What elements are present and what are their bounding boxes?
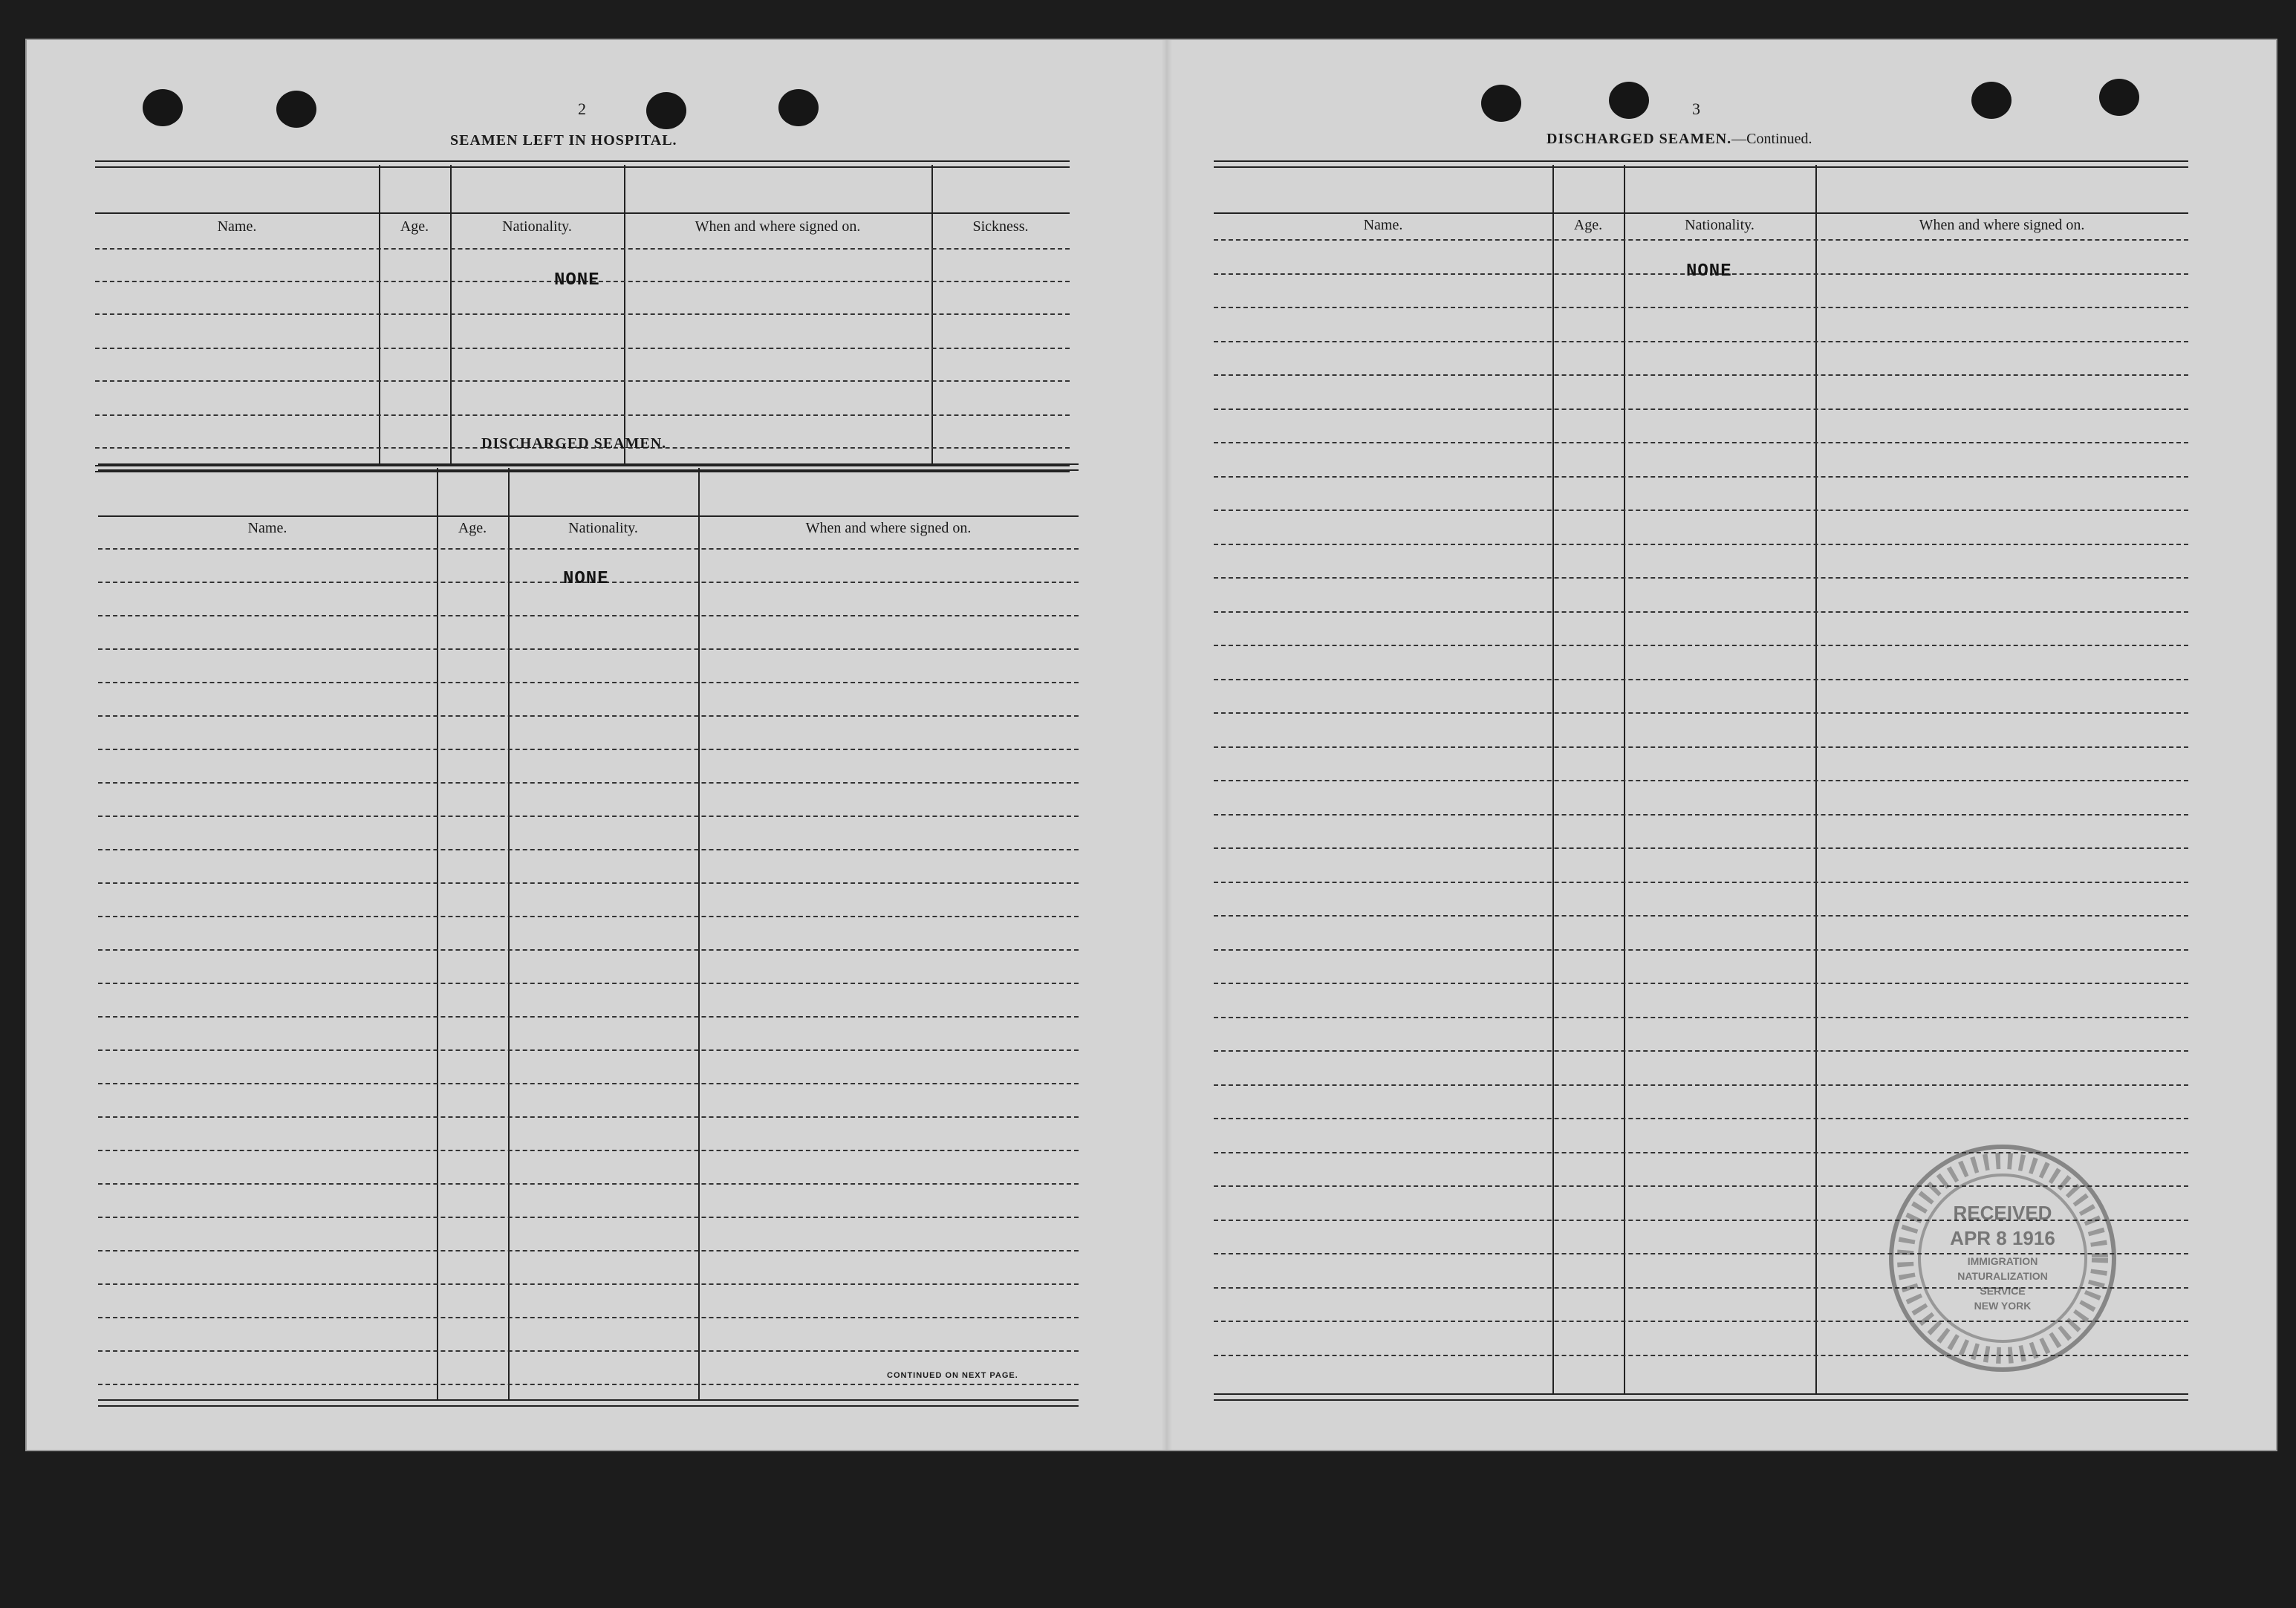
punch-hole xyxy=(1609,82,1649,119)
column-header-age: Age. xyxy=(1573,217,1603,233)
column-divider xyxy=(698,468,700,1399)
table-row xyxy=(98,1183,1079,1185)
table-row xyxy=(1214,645,2188,646)
table-row xyxy=(1214,476,2188,478)
table-row xyxy=(1214,679,2188,680)
column-header-name: Name. xyxy=(1363,217,1403,233)
column-header-age: Age. xyxy=(458,520,487,536)
received-stamp xyxy=(1884,1139,2121,1377)
nationality-entry: NONE xyxy=(563,569,609,589)
table-row xyxy=(1214,949,2188,951)
table-row xyxy=(98,882,1079,884)
table-row xyxy=(98,983,1079,984)
punch-hole xyxy=(276,91,316,128)
table-row xyxy=(95,348,1070,349)
table-row xyxy=(1214,847,2188,849)
table-row xyxy=(1214,1084,2188,1086)
table-row xyxy=(1214,544,2188,545)
table-row xyxy=(95,414,1070,416)
table-row xyxy=(1214,577,2188,579)
table-header-rule xyxy=(1214,212,2188,214)
table-row xyxy=(98,682,1079,683)
table-bottom-rule xyxy=(1214,1393,2188,1401)
table-row xyxy=(98,1049,1079,1051)
table-row xyxy=(1214,712,2188,714)
column-header-signed-on: When and where signed on. xyxy=(805,520,972,536)
table-row xyxy=(98,1217,1079,1218)
table-header-rule xyxy=(98,515,1079,517)
table-header-rule xyxy=(95,212,1070,214)
stamp-line: NEW YORK xyxy=(1974,1300,2032,1312)
page-number-left: 2 xyxy=(578,100,587,118)
column-divider xyxy=(1815,165,1817,1393)
table-row xyxy=(98,816,1079,817)
column-header-nationality: Nationality. xyxy=(1685,217,1754,233)
discharged-continued-title xyxy=(1547,131,1812,148)
table-row xyxy=(1214,746,2188,748)
stamp-line: NATURALIZATION xyxy=(1957,1270,2048,1282)
table-row xyxy=(1214,1118,2188,1119)
table-row xyxy=(1214,341,2188,342)
table-row xyxy=(98,916,1079,917)
table-row xyxy=(1214,983,2188,984)
table-row xyxy=(1214,1017,2188,1018)
table-bottom-rule xyxy=(98,1399,1079,1407)
column-divider xyxy=(437,468,438,1399)
table-row xyxy=(98,615,1079,616)
table-row xyxy=(98,949,1079,951)
table-row xyxy=(1214,408,2188,410)
table-row xyxy=(98,1384,1079,1385)
punch-hole xyxy=(646,92,686,129)
table-row xyxy=(1214,374,2188,376)
table-row xyxy=(98,648,1079,650)
table-row xyxy=(1214,510,2188,511)
column-divider xyxy=(1624,165,1625,1393)
table-row xyxy=(98,749,1079,750)
column-divider xyxy=(1552,165,1554,1393)
hospital-section-title: SEAMEN LEFT IN HOSPITAL. xyxy=(450,132,677,149)
stamp-line: SERVICE xyxy=(1980,1285,2026,1297)
column-divider xyxy=(508,468,510,1399)
punch-hole xyxy=(2099,79,2139,116)
nationality-entry: NONE xyxy=(1686,261,1732,281)
table-top-rule xyxy=(98,463,1079,471)
table-row xyxy=(98,1350,1079,1352)
punch-hole xyxy=(1481,85,1521,122)
table-row xyxy=(1214,814,2188,816)
table-row xyxy=(1214,239,2188,241)
column-header-nationality: Nationality. xyxy=(568,520,638,536)
nationality-entry: NONE xyxy=(554,270,600,290)
table-row xyxy=(98,1116,1079,1118)
table-top-rule xyxy=(95,160,1070,168)
scanned-document xyxy=(25,39,2277,1451)
table-row xyxy=(1214,611,2188,613)
table-row xyxy=(98,1016,1079,1018)
table-row xyxy=(1214,1050,2188,1052)
section-title-main: DISCHARGED SEAMEN. xyxy=(1547,131,1732,147)
column-header-nationality: Nationality. xyxy=(502,218,572,235)
punch-hole xyxy=(1971,82,2012,119)
stamp-line: IMMIGRATION xyxy=(1967,1255,2038,1267)
page-fold xyxy=(1162,40,1172,1450)
stamp-line: APR 8 1916 xyxy=(1950,1227,2055,1249)
table-row xyxy=(98,849,1079,850)
column-header-name: Name. xyxy=(217,218,257,235)
column-header-signed-on: When and where signed on. xyxy=(695,218,861,235)
table-row xyxy=(1214,780,2188,781)
discharged-table-left xyxy=(98,463,1079,1408)
discharged-section-title: DISCHARGED SEAMEN. xyxy=(481,435,667,452)
table-row xyxy=(95,313,1070,315)
hospital-table xyxy=(95,160,1070,472)
page-number-right: 3 xyxy=(1692,100,1701,118)
table-row xyxy=(95,248,1070,250)
column-header-signed-on: When and where signed on. xyxy=(1919,217,2085,233)
table-top-rule xyxy=(1214,160,2188,168)
column-divider xyxy=(379,165,380,465)
table-row xyxy=(98,1150,1079,1151)
table-row xyxy=(98,1317,1079,1318)
table-row xyxy=(98,782,1079,784)
section-title-suffix: —Continued. xyxy=(1731,131,1812,147)
column-divider xyxy=(450,165,452,465)
stamp-line: RECEIVED xyxy=(1953,1202,2052,1224)
column-divider xyxy=(624,165,625,465)
table-row xyxy=(98,1283,1079,1285)
table-row xyxy=(95,380,1070,382)
table-row xyxy=(1214,882,2188,883)
table-row xyxy=(1214,915,2188,917)
table-row xyxy=(98,548,1079,550)
column-header-age: Age. xyxy=(400,218,429,235)
column-header-sickness: Sickness. xyxy=(972,218,1029,235)
table-row xyxy=(1214,442,2188,443)
continued-note: CONTINUED ON NEXT PAGE. xyxy=(887,1371,1018,1380)
punch-hole xyxy=(778,89,819,126)
table-row xyxy=(98,1083,1079,1084)
table-row xyxy=(98,715,1079,717)
punch-hole xyxy=(143,89,183,126)
table-row xyxy=(1214,307,2188,308)
column-header-name: Name. xyxy=(247,520,287,536)
table-row xyxy=(98,1250,1079,1251)
column-divider xyxy=(931,165,933,465)
